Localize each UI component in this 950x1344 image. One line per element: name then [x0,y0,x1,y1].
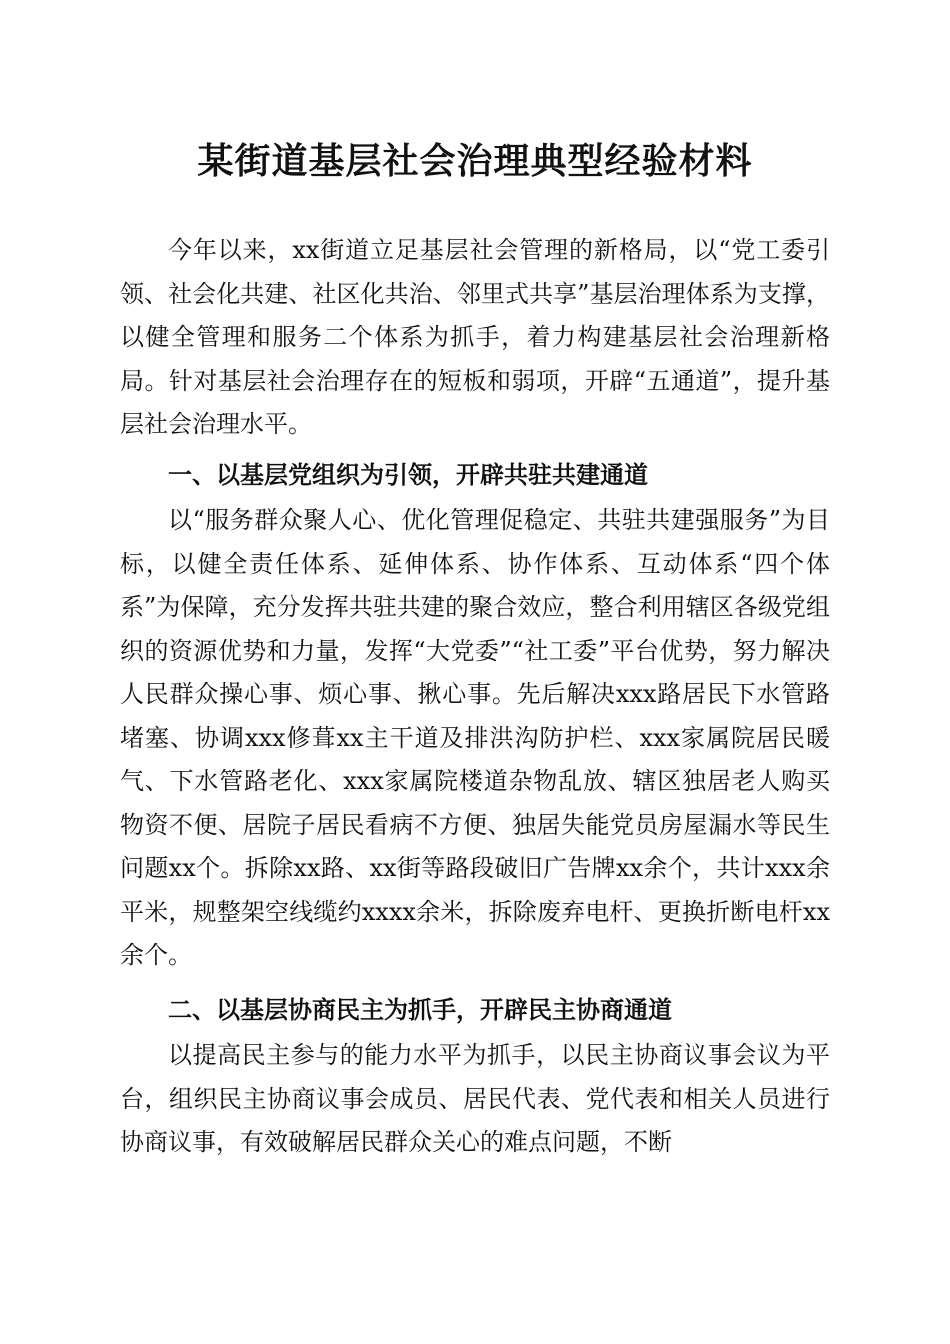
intro-paragraph: 今年以来，xx街道立足基层社会管理的新格局，以“党工委引领、社会化共建、社区化共治、邻里式共享”基层治理体系为支撑，以健全管理和服务二个体系为抓手，着力构建基层社会治理新格局。针对基层社会治理存在的短板和弱项，开辟“五通道”，提升基层社会治理水平。 [120,236,830,438]
section-2-paragraph-block [120,1034,830,1165]
section-1-paragraph: 以“服务群众聚人心、优化管理促稳定、共驻共建强服务”为目标，以健全责任体系、延伸体系、协作体系、互动体系“四个体系”为保障，充分发挥共驻共建的聚合效应，整合利用辖区各级党组织的资源优势和力量，发挥“大党委”“社工委”平台优势，努力解决人民群众操心事、烦心事、揪心事。先后解决xxx路居民下水管路堵塞、协调xxx修葺xx主干道及排洪沟防护栏、xxx家属院居民暖气、下水管路老化、xxx家属院楼道杂物乱放、辖区独居老人购买物资不便、居院子居民看病不方便、独居失能党员房屋漏水等民生问题xx个。拆除xx路、xx街等路段破旧广告牌xx余个，共计xxx余平米，规整架空线缆约xxxx余米，拆除废弃电杆、更换折断电杆xx余个。 [120,506,830,969]
section-2-paragraph: 以提高民主参与的能力水平为抓手，以民主协商议事会议为平台，组织民主协商议事会成员、居民代表、党代表和相关人员进行协商议事，有效破解居民群众关心的难点问题，不断 [120,1041,830,1156]
section-2-heading: 二、以基层协商民主为抓手，开辟民主协商通道 [168,996,672,1024]
section-1-paragraph-block [120,499,830,978]
document-title: 某街道基层社会治理典型经验材料 [197,140,753,182]
intro-paragraph-block [120,229,830,447]
section-1-heading: 一、以基层党组织为引领，开辟共驻共建通道 [168,461,648,489]
